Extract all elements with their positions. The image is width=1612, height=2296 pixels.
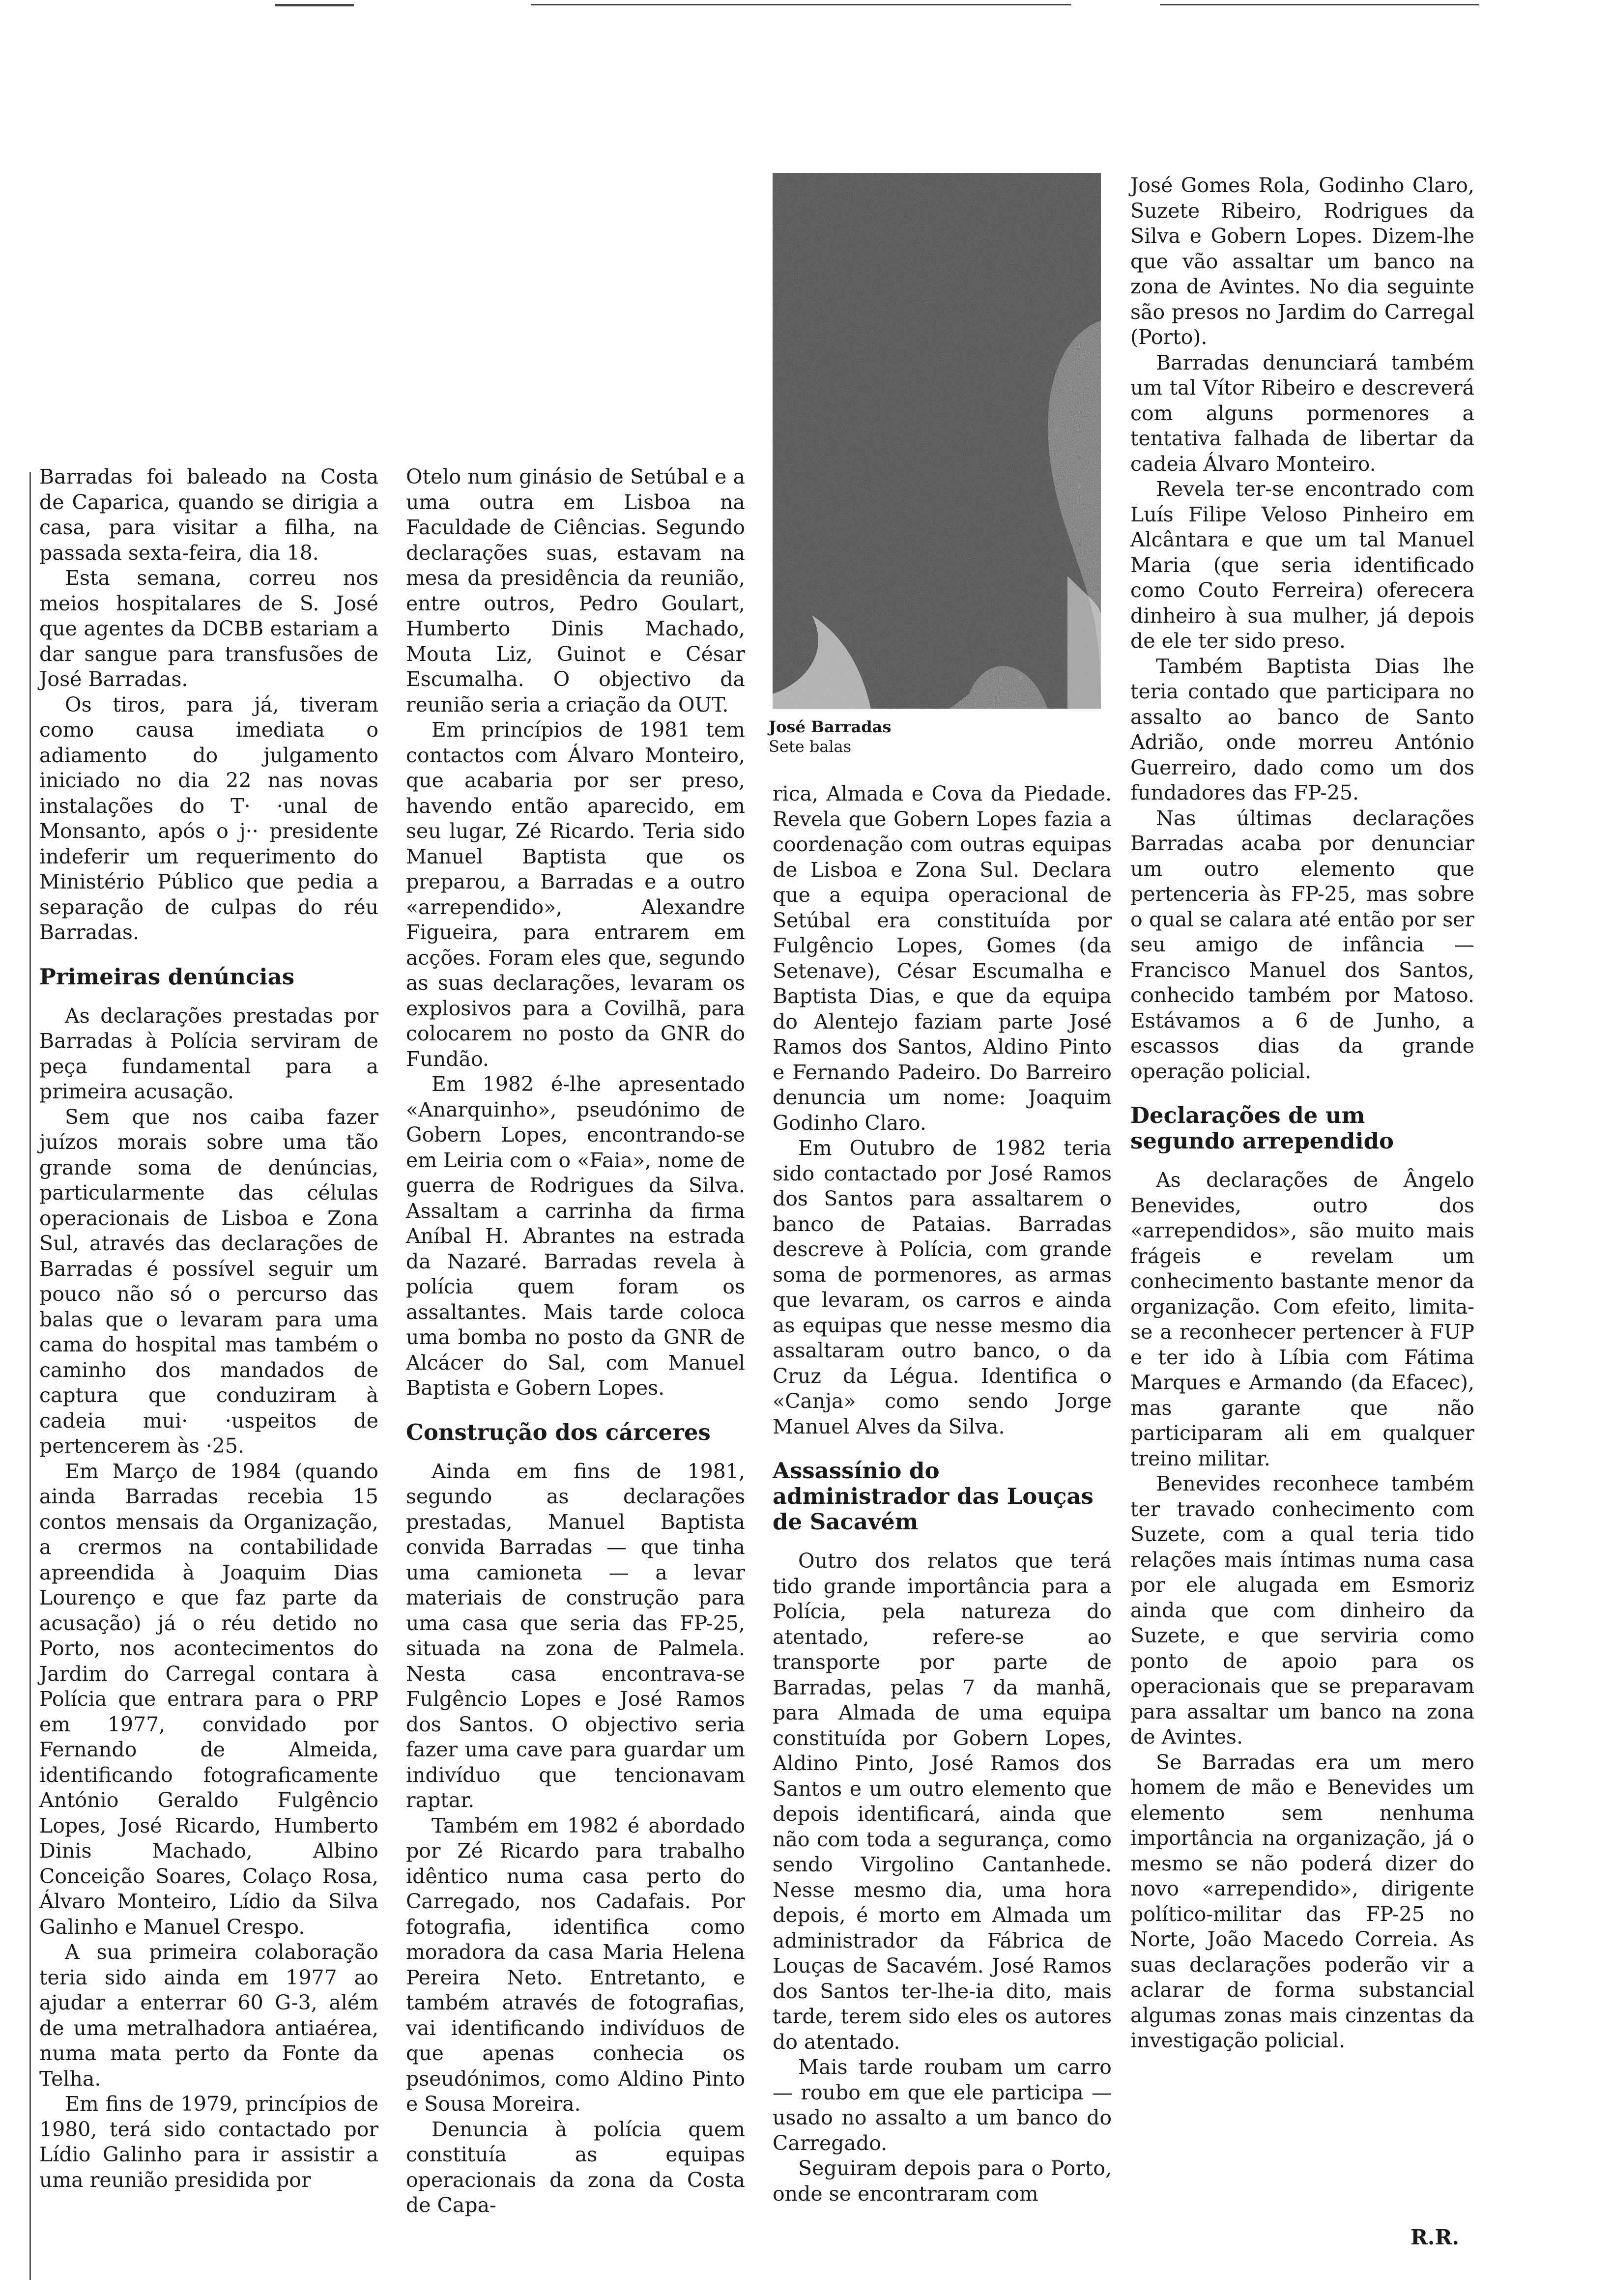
column-1 [39,464,378,2193]
col1-paragraph: Em Março de 1984 (quando ainda Barradas recebia 15 contos mensais da Organização, a crermos na contabilidade apreendida à Joaquim Dias Lourenço e que faz parte da acusação) já o réu detido no Porto, nos acontecimentos do Jardim do Carregal contara à Polícia que entrara para o PRP em 1977, convidado por Fernando de Almeida, identificando fotograficamente António Geraldo Fulgêncio Lopes, José Ricardo, Humberto Dinis Machado, Albino Conceição Soares, Colaço Rosa, Álvaro Monteiro, Lídio da Silva Galinho e Manuel Crespo. [39,1459,378,1939]
top-rule-middle [531,4,1071,5]
col3-paragraph: rica, Almada e Cova da Piedade. Revela que Gobern Lopes fazia a coordenação com outras equipas de Lisboa e Zona Sul. Declara que a equipa operacional de Setúbal era constituída por Fulgêncio Lopes, Gomes (da Setenave), César Escumalha e Baptista Dias, e que da equipa do Alentejo faziam parte José Ramos dos Santos, Aldino Pinto e Fernando Padeiro. Do Barreiro denuncia um nome: Joaquim Godinho Claro. [773,782,1112,1135]
col2-paragraph: Em princípios de 1981 tem contactos com Álvaro Monteiro, que acabaria por ser preso, havendo então aparecido, em seu lugar, Zé Ricardo. Teria sido Manuel Baptista que os preparou, a Barradas e a outro «arrependido», Alexandre Figueira, para entrarem em acções. Foram eles que, segundo as suas declarações, levaram os explosivos para a Covilhã, para colocarem no posto da GNR do Fundão. [406,718,745,1071]
col2-paragraph: Denuncia à polícia quem constituía as equipas operacionais da zona da Costa de Capa- [406,2117,745,2217]
col4-paragraph: As declarações de Ângelo Benevides, outro dos «arrependidos», são muito mais frágeis e revelam um conhecimento bastante menor da organização. Com efeito, limita-se a reconhecer pertencer à FUP e ter ido à Líbia com Fátima Marques e Armando (da Efacec), mas garante que não participaram ali em qualquer treino militar. [1130,1168,1474,1470]
author-signature: R.R. [1410,2225,1460,2249]
col2-paragraph: Em 1982 é-lhe apresentado «Anarquinho», pseudónimo de Gobern Lopes, encontrando-se em Leiria com o «Faia», nome de guerra de Rodrigues da Silva. Assaltam a carrinha da firma Aníbal H. Abrantes na estrada da Nazaré. Barradas revela à polícia quem foram os assaltantes. Mais tarde coloca uma bomba no posto da GNR de Alcácer do Sal, com Manuel Baptista e Gobern Lopes. [406,1072,745,1400]
section-heading-primeiras-denuncias: Primeiras denúncias [39,963,295,990]
col4-paragraph: Benevides reconhece também ter travado conhecimento com Suzete, com a qual teria tido relações mais íntimas numa casa por ele alugada em Esmoriz ainda que com dinheiro da Suzete, e que serviria como ponto de apoio para os operacionais que se preparavam para assaltar um banco na zona de Avintes. [1130,1472,1474,1749]
col4-paragraph: Nas últimas declarações Barradas acaba por denunciar um outro elemento que pertenceria às FP-25, mas sobre o qual se calara até então por ser seu amigo de infância — Francisco Manuel dos Santos, conhecido também por Matoso. Estávamos a 6 de Junho, a escassos dias da grande operação policial. [1130,806,1474,1083]
photo-caption-name: José Barradas [769,718,892,736]
col4-paragraph: José Gomes Rola, Godinho Claro, Suzete Ribeiro, Rodrigues da Silva e Gobern Lopes. Dizem-lhe que vão assaltar um banco na zona de Avintes. No dia seguinte são presos no Jardim do Carregal (Porto). [1130,173,1474,349]
col2-paragraph: Otelo num ginásio de Setúbal e a uma outra em Lisboa na Faculdade de Ciências. Segundo declarações suas, estavam na mesa da presidência da reunião, entre outros, Pedro Goulart, Humberto Dinis Machado, Mouta Liz, Guinot e César Escumalha. O objectivo da reunião seria a criação da OUT. [406,465,745,717]
left-margin-rule [29,472,31,2280]
col1-paragraph: As declarações prestadas por Barradas à Polícia serviram de peça fundamental para a primeira acusação. [39,1004,378,1103]
col1-paragraph: Os tiros, para já, tiveram como causa imediata o adiamento do julgamento iniciado no dia 22 nas novas instalações do T· ·unal de Monsanto, após o j·· presidente indeferir um requerimento do Ministério Público que pedia a separação de culpas do réu Barradas. [39,692,378,944]
col4-paragraph: Revela ter-se encontrado com Luís Filipe Veloso Pinheiro em Alcântara e que um tal Manuel Maria (que seria identificado como Couto Ferreira) oferecera dinheiro à sua mulher, já depois de ele ter sido preso. [1130,477,1474,653]
column-3 [773,781,1112,2207]
col3-paragraph: Seguiram depois para o Porto, onde se encontraram com [773,2156,1112,2206]
col4-paragraph: Barradas denunciará também um tal Vítor Ribeiro e descreverá com alguns pormenores a tentativa falhada de libertar da cadeia Álvaro Monteiro. [1130,350,1474,476]
col3-paragraph: Outro dos relatos que terá tido grande importância para a Polícia, pela natureza do atentado, refere-se ao transporte por parte de Barradas, pelas 7 da manhã, para Almada de uma equipa constituída por Gobern Lopes, Aldino Pinto, José Ramos dos Santos e um outro elemento que depois identificará, ainda que não com toda a segurança, como sendo Virgolino Cantanhede. Nesse mesmo dia, uma hora depois, é morto em Almada um administrador da Fábrica de Louças de Sacavém. José Ramos dos Santos ter-lhe-ia dito, mais tarde, terem sido eles os autores do atentado. [773,1549,1112,2054]
col4-paragraph: Se Barradas era um mero homem de mão e Benevides um elemento sem nenhuma importância na organização, já o mesmo se não poderá dizer do novo «arrependido», dirigente político-militar das FP-25 no Norte, João Macedo Correia. As suas declarações poderão vir a aclarar de forma substancial algumas zonas mais cinzentas da investigação policial. [1130,1750,1474,2052]
section-heading-segundo-arrependido: Declarações de um segundo arrependido [1130,1102,1394,1154]
photo-caption-subtitle: Sete balas [769,737,852,756]
column-2 [406,464,745,2218]
col3-paragraph: Em Outubro de 1982 teria sido contactado por José Ramos dos Santos para assaltarem o banco de Pataias. Barradas descreve à Polícia, com grande soma de pormenores, as armas que levaram, os carros e ainda as equipas que nesse mesmo dia assaltaram outro banco, o da Cruz da Légua. Identifica o «Canja» como sendo Jorge Manuel Alves da Silva. [773,1136,1112,1438]
col3-paragraph: Mais tarde roubam um carro — roubo em que ele participa — usado no assalto a um banco do Carregado. [773,2055,1112,2155]
col1-paragraph: Sem que nos caiba fazer juízos morais sobre uma tão grande soma de denúncias, particularmente das células operacionais de Lisboa e Zona Sul, através das declarações de Barradas é possível seguir um pouco não só o percurso das balas que o levaram para uma cama do hospital mas também o caminho dos mandados de captura que conduziram à cadeia mui· ·uspeitos de pertencerem às ·25. [39,1105,378,1458]
col1-paragraph: Esta semana, correu nos meios hospitalares de S. José que agentes da DCBB estariam a dar sangue para transfusões de José Barradas. [39,566,378,691]
top-rule-right [1160,4,1479,5]
col1-paragraph: Em fins de 1979, princípios de 1980, terá sido contactado por Lídio Galinho para ir assistir a uma reunião presidida por [39,2092,378,2192]
top-rule-left [275,4,354,6]
col2-paragraph: Ainda em fins de 1981, segundo as declarações prestadas, Manuel Baptista convida Barradas — que tinha uma camioneta — a levar materiais de construção para uma casa que seria das FP-25, situada na zona de Palmela. Nesta casa encontrava-se Fulgêncio Lopes e José Ramos dos Santos. O objectivo seria fazer uma cave para guardar um indivíduo que tencionavam raptar. [406,1459,745,1812]
column-4 [1130,173,1474,2054]
section-heading-construcao-carceres: Construção dos cárceres [406,1419,711,1445]
col1-paragraph: Barradas foi baleado na Costa de Caparica, quando se dirigia a casa, para visitar a filha, na passada sexta-feira, dia 18. [39,465,378,565]
portrait-photo [773,173,1101,709]
col1-paragraph: A sua primeira colaboração teria sido ainda em 1977 ao ajudar a enterrar 60 G-3, além de uma metralhadora antiaérea, numa mata perto da Fonte da Telha. [39,1940,378,2091]
section-heading-assassinio: Assassínio do administrador das Louças de Sacavém [773,1458,1094,1535]
col4-paragraph: Também Baptista Dias lhe teria contado que participara no assalto ao banco de Santo Adrião, onde morreu António Guerreiro, dado como um dos fundadores das FP-25. [1130,654,1474,804]
col2-paragraph: Também em 1982 é abordado por Zé Ricardo para trabalho idêntico numa casa perto do Carregado, nos Cadafais. Por fotografia, identifica como moradora da casa Maria Helena Pereira Neto. Entretanto, e também através de fotografias, vai identificando indivíduos de que apenas conhecia os pseudónimos, como Aldino Pinto e Sousa Moreira. [406,1813,745,2116]
